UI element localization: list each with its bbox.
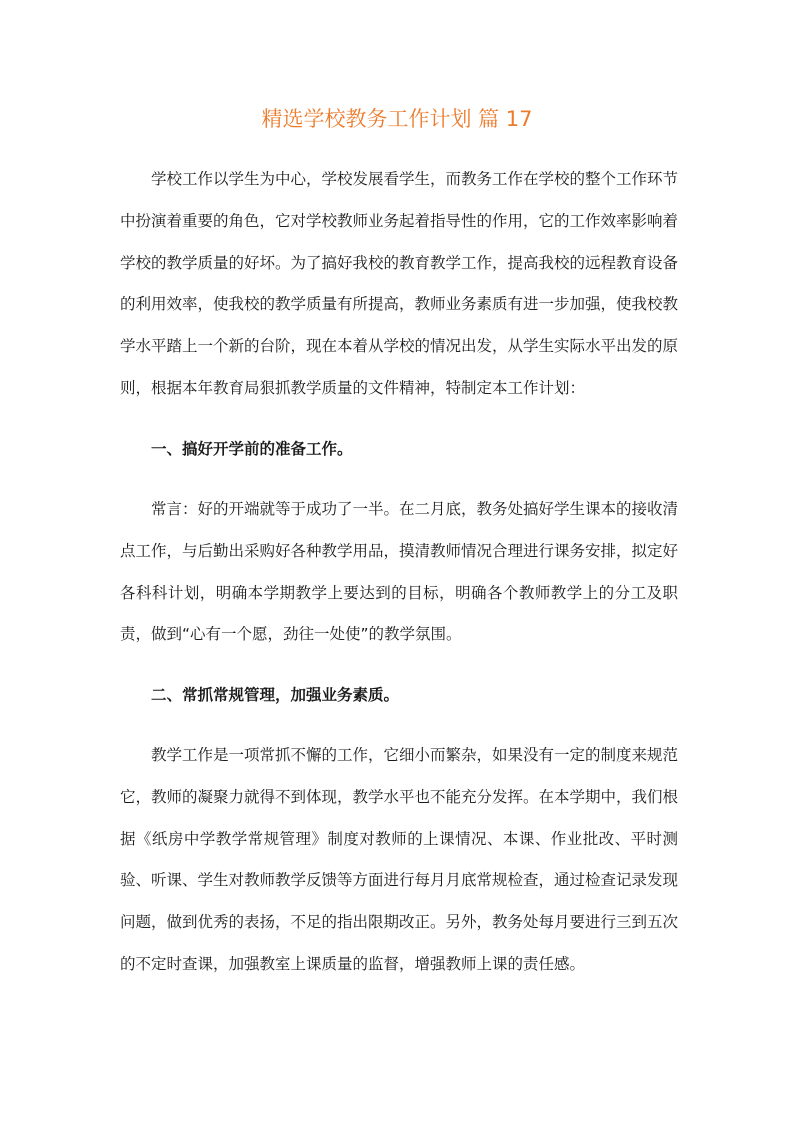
section-body-2: 教学工作是一项常抓不懈的工作，它细小而繁杂，如果没有一定的制度来规范它，教师的凝聚力就得不到体现，教学水平也不能充分发挥。在本学期中，我们根据《纸房中学教学常规管理》制度对教师的上课情况、本课、作业批改、平时测验、听课、学生对教师教学反馈等方面进行每月月底常规检查，通过检查记录发现问题，做到优秀的表扬，不足的指出限期改正。另外，教务处每月要进行三到五次的不定时查课，加强教室上课质量的监督，增强教师上课的责任感。 [120,746,679,973]
section-body-1: 常言：好的开端就等于成功了一半。在二月底，教务处搞好学生课本的接收清点工作，与后勤出采购好各种教学用品，摸清教师情况合理进行课务安排，拟定好各科科计划，明确本学期教学上要达到的目标，明确各个教师教学上的分工及职责，做到“心有一个愿，劲往一处使”的教学氛围。 [120,500,679,644]
section-heading-2: 二、常抓常规管理，加强业务素质。 [151,686,400,704]
document-title: 精选学校教务工作计划 篇 17 [261,107,533,131]
intro-paragraph: 学校工作以学生为中心，学校发展看学生，而教务工作在学校的整个工作环节中扮演着重要的角色，它对学校教师业务起着指导性的作用，它的工作效率影响着学校的教学质量的好坏。为了搞好我校的教育教学工作，提高我校的远程教育设备的利用效率，使我校的教学质量有所提高，教师业务素质有进一步加强，使我校教学水平踏上一个新的台阶，现在本着从学校的情况出发，从学生实际水平出发的原则，根据本年教育局狠抓教学质量的文件精神，特制定本工作计划： [120,170,679,397]
section-heading-1: 一、搞好开学前的准备工作。 [151,440,353,458]
